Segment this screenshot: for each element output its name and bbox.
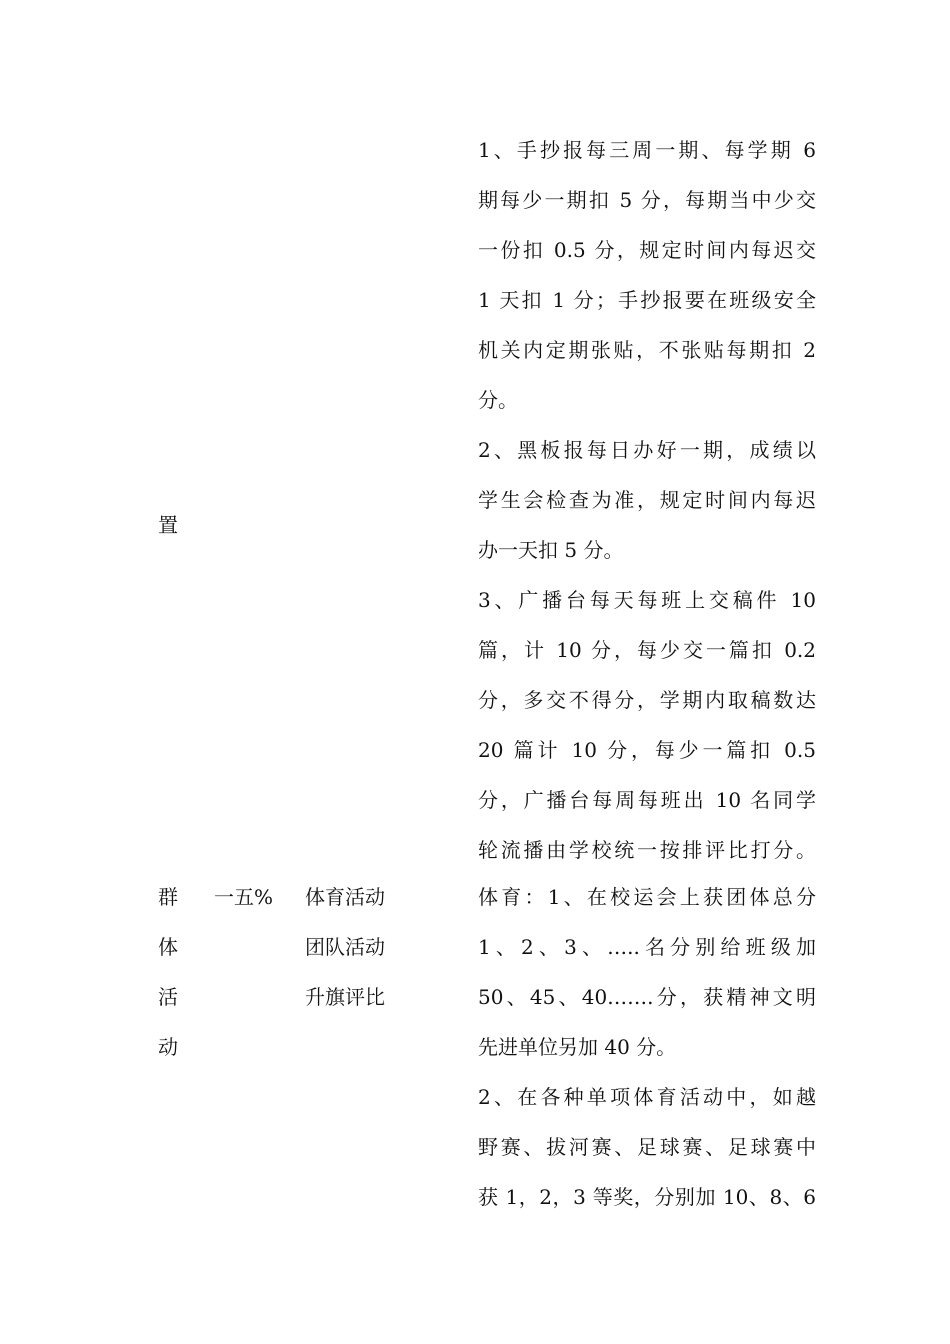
category-char-4: 动 [158,1035,178,1059]
activity-item-flag: 升旗评比 [305,985,385,1009]
rule-line: 轮流播由学校统一按排评比打分。 [478,838,816,862]
rule-line: 机关内定期张贴，不张贴每期扣 2 [478,338,816,362]
rule-line: 体育：1、在校运会上获团体总分 [478,885,816,909]
activity-item-sports: 体育活动 [305,885,385,909]
rule-line: 分，广播台每周每班出 10 名同学 [478,788,816,812]
category-char-2: 体 [158,935,178,959]
category-char-1: 群 [158,885,178,909]
rule-line: 2、黑板报每日办好一期，成绩以 [478,438,816,462]
rule-line: 一份扣 0.5 分，规定时间内每迟交 [478,238,816,262]
rule-line: 1 天扣 1 分；手抄报要在班级安全 [478,288,816,312]
rule-line: 1、手抄报每三周一期、每学期 6 [478,138,816,162]
rule-line: 获 1，2，3 等奖，分别加 10、8、6 [478,1185,816,1209]
rule-line: 1、2、3、…..名分别给班级加 [478,935,816,959]
rule-line: 期每少一期扣 5 分，每期当中少交 [478,188,816,212]
category-label-zhi: 置 [158,513,178,537]
rule-line: 野赛、拔河赛、足球赛、足球赛中 [478,1135,816,1159]
rule-line: 分，多交不得分，学期内取稿数达 [478,688,816,712]
activity-item-team: 团队活动 [305,935,385,959]
rule-line: 20 篇计 10 分，每少一篇扣 0.5 [478,738,816,762]
category-char-3: 活 [158,985,178,1009]
rule-line: 分。 [478,388,518,412]
rule-line: 3、广播台每天每班上交稿件 10 [478,588,816,612]
rule-line: 2、在各种单项体育活动中，如越 [478,1085,816,1109]
rule-line: 50、45、40…….分，获精神文明 [478,985,816,1009]
rule-line: 篇，计 10 分，每少交一篇扣 0.2 [478,638,816,662]
rule-line: 先进单位另加 40 分。 [478,1035,677,1059]
rule-line: 学生会检查为准，规定时间内每迟 [478,488,816,512]
rule-line: 办一天扣 5 分。 [478,538,624,562]
weight-percent: 一五% [214,885,274,909]
